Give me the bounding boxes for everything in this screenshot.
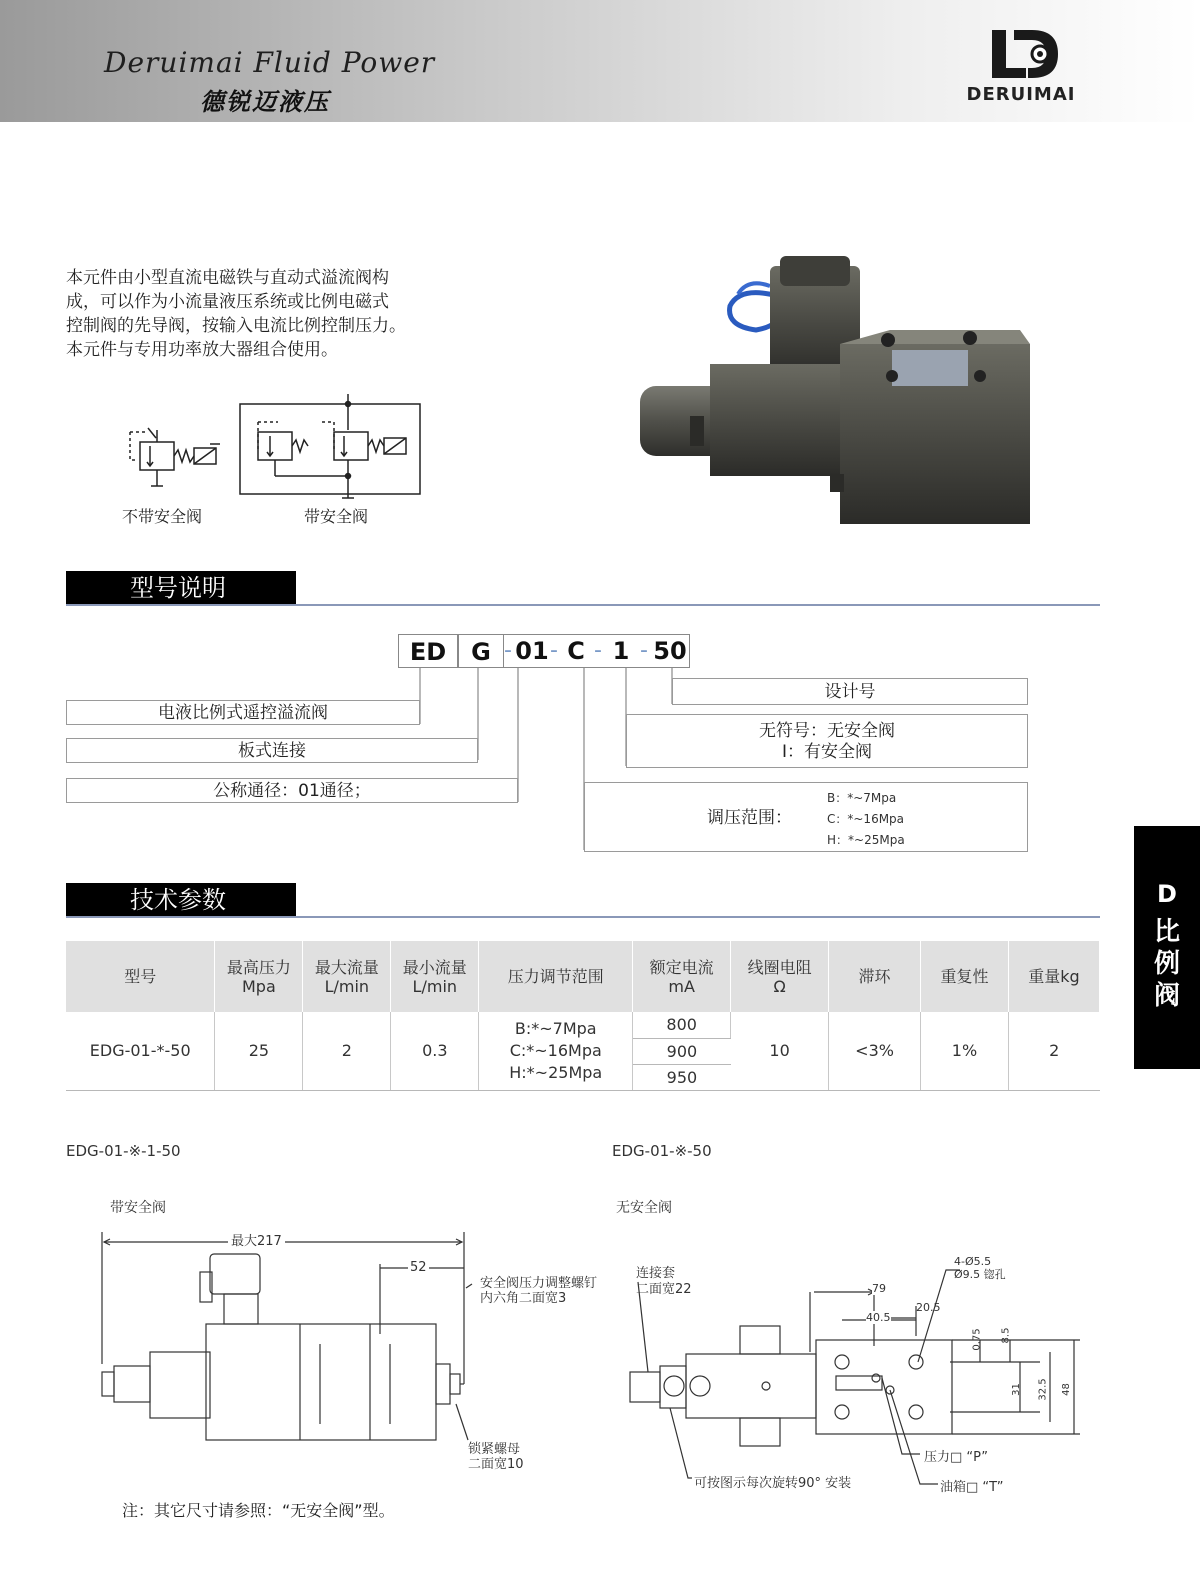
side-category-tab	[1134, 826, 1200, 1069]
cell-max-pressure: 25	[215, 1012, 303, 1090]
left-footnote: 注：其它尺寸请参照：“无安全阀”型。	[122, 1501, 395, 1520]
screw-note-line: 内六角二面宽3	[480, 1291, 567, 1306]
side-tab-char: 例	[1153, 949, 1180, 979]
right-drawing-subtitle: 无安全阀	[616, 1200, 672, 1216]
section-divider	[66, 916, 1100, 918]
dim-0-75: 0.75	[971, 1328, 983, 1351]
code-50: 50	[653, 637, 687, 665]
code-dash: -	[504, 638, 512, 663]
logo-text: DERUIMAI	[966, 84, 1076, 105]
desc-type: 电液比例式遥控溢流阀	[66, 700, 420, 725]
header-coil-resistance: 线圈电阻 Ω	[731, 941, 829, 1012]
side-tab-char: 比	[1153, 917, 1180, 947]
side-tab-char: 阀	[1153, 981, 1180, 1011]
brand-name-en: Deruimai Fluid Power	[104, 46, 436, 79]
hole-note-line: Ø9.5 锪孔	[954, 1268, 1006, 1281]
dim-31: 31	[1010, 1383, 1022, 1396]
cell-current-1: 800	[633, 1012, 731, 1038]
spec-data-row	[66, 1012, 1100, 1038]
header-repeatability: 重复性	[921, 941, 1009, 1012]
desc-safety	[626, 714, 1028, 768]
sleeve-note	[636, 1266, 692, 1298]
port-t-label: 油箱□ “T”	[940, 1480, 1004, 1495]
pressure-range-label: 调压范围：	[707, 808, 792, 828]
dim-max-217: 最大217	[228, 1230, 285, 1249]
range-b: B:*~7Mpa	[514, 1018, 597, 1038]
cell-resistance: 10	[731, 1012, 829, 1090]
header-max-flow: 最大流量 L/min	[303, 941, 391, 1012]
desc-pressure-range	[584, 782, 1028, 852]
sleeve-note-line: 二面宽22	[636, 1282, 692, 1297]
section-title-model: 型号说明	[66, 571, 296, 606]
header-pressure-range: 压力调节范围	[479, 941, 633, 1012]
right-dimension-drawing	[620, 1266, 1090, 1496]
pressure-range-h: H：*~25Mpa	[827, 833, 905, 847]
nut-note	[468, 1442, 524, 1472]
desc-safety-line: 无符号：无安全阀	[759, 721, 895, 741]
dim-40-5: 40.5	[866, 1311, 891, 1324]
cell-current-2: 900	[633, 1038, 731, 1064]
dim-48: 48	[1060, 1383, 1072, 1396]
rotate-note: 可按图示每次旋转90° 安装	[694, 1476, 852, 1491]
header-min-flow: 最小流量 L/min	[391, 941, 479, 1012]
brand-name-cn: 德锐迈液压	[200, 87, 330, 116]
code-dash: -	[594, 638, 602, 663]
desc-safety-line: Ⅰ：有安全阀	[781, 742, 872, 762]
cell-pressure-range	[479, 1012, 633, 1090]
code-ed: ED	[398, 634, 458, 668]
header-weight: 重量kg	[1008, 941, 1099, 1012]
pressure-range-b: B：*~7Mpa	[827, 791, 897, 805]
nut-note-line: 锁紧螺母	[468, 1442, 521, 1457]
dim-8-5: 8.5	[1000, 1327, 1012, 1344]
screw-note	[480, 1276, 597, 1306]
intro-line: 本元件与专用功率放大器组合使用。	[66, 340, 338, 360]
intro-line: 本元件由小型直流电磁铁与直动式溢流阀构	[66, 268, 389, 288]
dim-52: 52	[410, 1260, 427, 1275]
dim-79: 79	[872, 1282, 886, 1295]
left-drawing-subtitle: 带安全阀	[110, 1200, 166, 1216]
nut-note-line: 二面宽10	[468, 1457, 524, 1472]
intro-line: 控制阀的先导阀，按输入电流比例控制压力。	[66, 316, 406, 336]
desc-design: 设计号	[672, 678, 1028, 705]
dim-32-5: 32.5	[1037, 1378, 1049, 1401]
cell-current-3: 950	[633, 1064, 731, 1090]
left-drawing-model: EDG-01-※-1-50	[66, 1142, 181, 1160]
header-max-pressure: 最高压力 Mpa	[215, 941, 303, 1012]
hole-note-line: 4-Ø5.5	[954, 1255, 992, 1268]
range-c: C:*~16Mpa	[509, 1040, 602, 1060]
cell-weight: 2	[1008, 1012, 1099, 1090]
code-1: 1	[612, 637, 630, 665]
code-g: G	[458, 634, 504, 668]
caption-with-safety: 带安全阀	[304, 507, 369, 526]
cell-hysteresis: <3%	[829, 1012, 921, 1090]
side-tab-letter: D	[1157, 880, 1177, 908]
header-model: 型号	[66, 941, 215, 1012]
code-01: 01	[515, 637, 549, 665]
left-dimension-drawing	[90, 1224, 500, 1474]
sleeve-note-line: 连接套	[636, 1266, 676, 1281]
hole-note	[954, 1255, 1006, 1281]
dim-20-5: 20.5	[916, 1301, 941, 1314]
intro-line: 成，可以作为小流量液压系统或比例电磁式	[66, 292, 389, 312]
header-hysteresis: 滞环	[829, 941, 921, 1012]
screw-note-line: 安全阀压力调整螺钉	[480, 1276, 598, 1291]
cell-model: EDG-01-*-50	[66, 1012, 215, 1090]
desc-connection: 板式连接	[66, 738, 478, 763]
right-drawing-model: EDG-01-※-50	[612, 1142, 712, 1160]
pressure-range-c: C：*~16Mpa	[827, 812, 905, 826]
cell-max-flow: 2	[303, 1012, 391, 1090]
code-dash: -	[640, 638, 648, 663]
section-title-tech: 技术参数	[66, 883, 296, 918]
port-p-label: 压力□ “P”	[924, 1450, 988, 1465]
header-rated-current: 额定电流 mA	[633, 941, 731, 1012]
range-h: H:*~25Mpa	[509, 1062, 603, 1082]
code-c: C	[567, 637, 585, 665]
code-dash: -	[550, 638, 558, 663]
caption-without-safety: 不带安全阀	[122, 507, 203, 526]
cell-repeatability: 1%	[921, 1012, 1009, 1090]
desc-diameter: 公称通径：01通径；	[66, 778, 518, 803]
spec-table	[66, 941, 1100, 1091]
spec-header-row	[66, 941, 1100, 1012]
cell-min-flow: 0.3	[391, 1012, 479, 1090]
